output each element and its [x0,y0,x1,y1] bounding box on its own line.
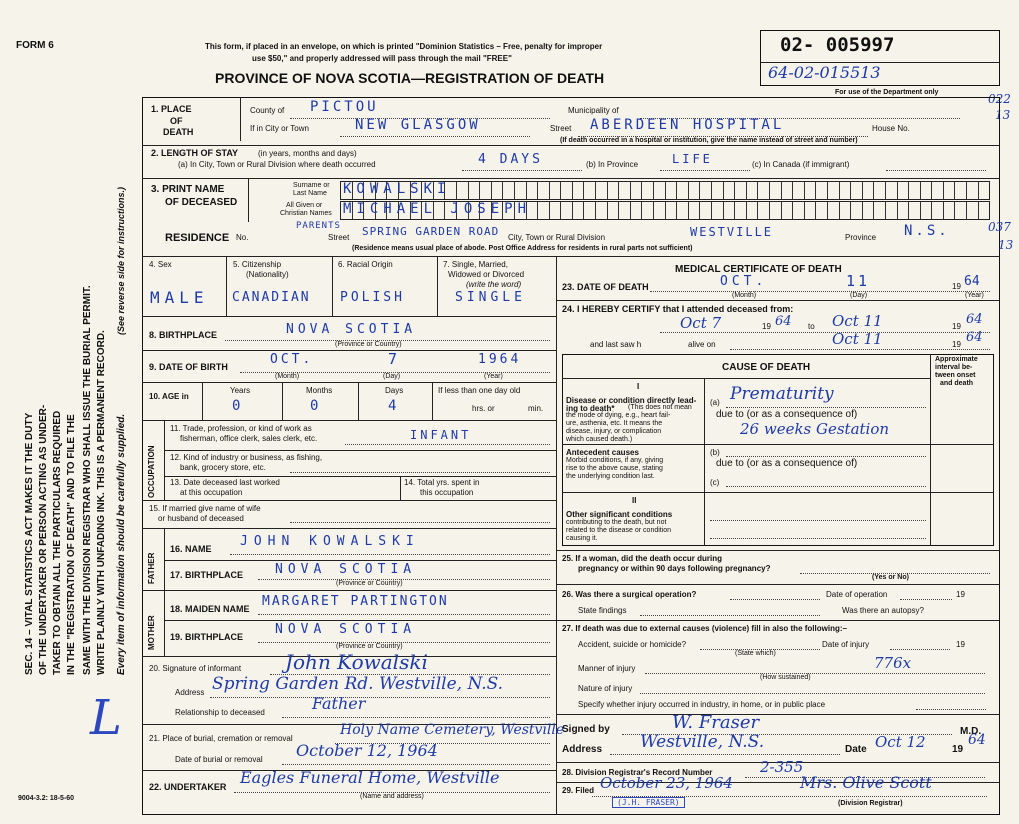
less-day-min: min. [528,404,544,413]
residence-margin-code-1: 037 [988,220,1011,234]
law-line-5: SAME WITH THE DIVISION REGISTRAR WHO SHALL ISSUE THE BURIAL PERMIT. [82,285,93,675]
occupation-13-label-1: 13. Date deceased last worked [170,478,280,487]
disease-label-6: disease, injury, or complication [566,428,662,435]
residence-province-value: N.S. [904,223,950,239]
father-vertical-label: FATHER [147,552,156,584]
father-name-value: JOHN KOWALSKI [240,534,420,549]
attended-to-year: 64 [966,312,983,327]
medical-certificate-title: MEDICAL CERTIFICATE OF DEATH [675,264,842,275]
years-label: Years [230,386,251,395]
father-birthplace-label: 17. BIRTHPLACE [170,570,244,580]
institution-note: (If death occurred in a hospital or institution, give the name instead of street and number) [560,137,858,144]
date-of-death-label: 23. DATE OF DEATH [562,282,649,292]
disease-label-2: ing to death* [566,404,615,413]
given-value: MICHAEL JOSEPH [343,201,532,217]
marital-label-1: 7. Single, Married, [443,260,508,269]
accident-label: Accident, suicide or homicide? [578,640,687,649]
attended-to-label: to [808,322,815,331]
other-conditions-label-4: causing it. [566,535,598,542]
informant-relationship: Father [312,694,366,713]
mother-birthplace-value: NOVA SCOTIA [275,622,417,637]
less-day-label: If less than one day old [438,386,521,395]
other-conditions-label-2: contributing to the death, but not [566,519,667,526]
residence-city-value: WESTVILLE [690,225,774,239]
registrar-record-label: 28. Division Registrar's Record Number [562,768,713,777]
operation-date-label: Date of operation [826,590,888,599]
margin-mark: L [90,690,122,746]
surname-label-1: Surname or [293,182,330,189]
manner-of-injury-value: 776x [874,654,912,672]
mother-maiden-value: MARGARET PARTINGTON [262,594,449,609]
cause-part-1: I [637,382,640,391]
see-reverse-note: (See reverse side for instructions.) [116,186,126,335]
municipality-label: Municipality of [568,106,619,115]
other-conditions-label-3: related to the disease or condition [566,527,672,534]
form-number: FORM 6 [16,40,54,51]
informant-address: Spring Garden Rd. Westville, N.S. [212,674,504,694]
law-line-2: OF THE UNDERTAKER OR PERSON ACTING AS UNDER- [38,404,49,675]
manner-of-injury-label: Manner of injury [578,664,636,673]
filed-label: 29. Filed [562,786,595,795]
division-registrar-sub: (Division Registrar) [838,800,903,807]
occupation-13-label-2: at this occupation [180,488,243,497]
external-causes-label: 27. If death was due to external causes (violence) fill in also the following:– [562,624,847,633]
cause-a-due-to: due to (or as a consequence of) [716,409,858,420]
registrar-record-value: 2-355 [760,758,804,776]
marital-label-3: (write the word) [466,280,522,289]
cause-a-label: (a) [710,398,720,407]
occupation-11-value: INFANT [410,428,472,442]
injury-year-prefix: 19 [956,640,965,649]
attended-from-year-prefix: 19 [762,322,771,331]
pregnancy-label-2: pregnancy or within 90 days following pregnancy? [578,564,771,573]
interval-label-2: interval be- [935,364,973,371]
occupation-12-label-1: 12. Kind of industry or business, as fishing, [170,453,323,462]
disease-label-5: ure, asthenia, etc. It means the [566,420,663,427]
stay-c-label: (c) In Canada (if immigrant) [752,160,850,169]
physician-signature: W. Fraser [672,712,760,733]
attended-to: Oct 11 [832,312,883,330]
informant-relationship-label: Relationship to deceased [175,708,265,717]
careful-note: Every item of information should be carefully supplied. [116,413,127,675]
other-conditions-label-1: Other significant conditions [566,510,673,519]
signed-by-label: Signed by [562,724,610,735]
form-title: PROVINCE OF NOVA SCOTIA—REGISTRATION OF DEATH [215,70,605,86]
surname-value: KOWALSKI [343,181,451,197]
residence-street-label: Street [328,233,350,242]
dob-day: 7 [388,350,401,368]
house-label: House No. [872,124,910,133]
undertaker-value: Eagles Funeral Home, Westville [240,768,500,787]
marital-value: SINGLE [455,290,526,305]
last-saw-year: 64 [966,330,983,345]
racial-label: 6. Racial Origin [338,260,393,269]
mother-maiden-label: 18. MAIDEN NAME [170,604,250,614]
stay-a-label: (a) In City, Town or Rural Division where death occurred [178,160,376,169]
margin-code-2: 13 [995,108,1011,122]
interval-label-4: and death [940,380,974,387]
law-line-4: IN THE "REGISTRATION OF DEATH" AND TO FILE THE [66,414,77,675]
birthplace-label: 8. BIRTHPLACE [149,330,218,340]
state-findings-label: State findings [578,606,627,615]
attended-from: Oct 7 [680,314,722,332]
racial-value: POLISH [340,290,405,305]
dob-day-sub: (Day) [383,373,401,380]
envelope-note-1: This form, if placed in an envelope, on which is printed "Dominion Statistics – Free, penalty for improper [205,42,603,51]
last-saw-date: Oct 11 [832,330,883,348]
cause-part-2: II [632,496,637,505]
name-label-1: 3. PRINT NAME [151,184,225,195]
autopsy-label: Was there an autopsy? [842,606,924,615]
how-sustained-sub: (How sustained) [760,674,811,681]
disease-label-7: which caused death.) [566,436,633,443]
disease-label-4: the mode of dying, e.g., heart fail- [566,412,671,419]
antecedent-label-4: the underlying condition last. [566,473,655,480]
occupation-11-label-2: fisherman, office clerk, sales clerk, etc. [180,434,318,443]
disease-label-3: (This does not mean [628,404,692,411]
dob-year-sub: (Year) [484,373,503,380]
undertaker-sub: (Name and address) [360,793,424,800]
interval-label-1: Approximate [935,356,978,363]
age-label: 10. AGE in [149,392,189,401]
street-value: ABERDEEN HOSPITAL [590,117,785,133]
residence-margin-code-2: 13 [998,238,1014,252]
burial-date-label: Date of burial or removal [175,755,263,764]
disease-label-1: Disease or condition directly lead- [566,396,697,405]
md-label: M.D. [960,726,982,737]
attended-to-year-prefix: 19 [952,322,961,331]
burial-place: Holy Name Cemetery, Westville [340,722,565,738]
given-label-1: All Given or [286,202,323,209]
spouse-label-2: or husband of deceased [158,514,244,523]
filed-date: October 23, 1964 [600,774,733,792]
place-label-of: OF [170,116,183,126]
informant-signature: John Kowalski [285,650,428,674]
cause-b-due-to: due to (or as a consequence of) [716,458,858,469]
attended-label: 24. I HEREBY CERTIFY that I attended deceased from: [562,304,794,314]
antecedent-label-3: rise to the above cause, stating [566,465,663,472]
death-day-sub: (Day) [850,292,868,299]
cause-a-due-value: 26 weeks Gestation [740,420,890,438]
age-months-value: 0 [310,398,322,414]
age-days-value: 4 [388,398,400,414]
stay-a-value: 4 DAYS [478,152,543,167]
envelope-note-2: use $50," and properly addressed will pass through the mail "FREE" [252,54,512,63]
stay-b-label: (b) In Province [586,160,639,169]
county-label: County of [250,106,285,115]
department-use-note: For use of the Department only [835,89,939,96]
surname-label-2: Last Name [293,190,327,197]
stay-sub: (in years, months and days) [258,149,357,158]
street-label: Street [550,124,572,133]
residence-label: RESIDENCE [165,232,230,244]
stay-label: 2. LENGTH OF STAY [151,148,239,158]
residence-city-label: City, Town or Rural Division [508,233,606,242]
city-value: NEW GLASGOW [355,117,481,133]
place-label: 1. PLACE [151,104,192,114]
registrar-signature: Mrs. Olive Scott [800,773,932,792]
residence-parents: PARENTS [296,221,341,231]
cause-c-label: (c) [710,478,720,487]
footer-code: 9004-3.2: 18-5-60 [18,795,75,802]
mother-vertical-label: MOTHER [147,615,156,650]
registration-handwritten: 64-02-015513 [768,63,881,82]
death-month-sub: (Month) [732,292,757,299]
residence-no-label: No. [236,233,249,242]
registration-number: 02- 005997 [780,34,895,56]
specify-place-label: Specify whether injury occurred in industry, in home, or in public place [578,700,826,709]
cause-b-label: (b) [710,448,720,457]
pregnancy-sub: (Yes or No) [872,574,909,581]
certificate-date: Oct 12 [875,733,926,751]
last-saw-label: and last saw h [590,340,642,349]
nature-of-injury-label: Nature of injury [578,684,633,693]
cause-of-death-title: CAUSE OF DEATH [722,362,811,373]
age-years-value: 0 [232,398,244,414]
occupation-11-label-1: 11. Trade, profession, or kind of work as [170,424,312,433]
pregnancy-label-1: 25. If a woman, did the death occur during [562,554,723,563]
certificate-year: 64 [968,732,986,748]
birthplace-sub: (Province or Country) [335,341,402,348]
antecedent-label-2: Morbid conditions, if any, giving [566,457,664,464]
burial-place-label: 21. Place of burial, cremation or removal [149,734,293,743]
occupation-12-label-2: bank, grocery store, etc. [180,463,266,472]
interval-label-3: tween onset [935,372,976,379]
last-saw-year-prefix: 19 [952,340,961,349]
date-of-death-year-prefix: 19 [952,282,961,291]
law-line-1: SEC. 14 – VITAL STATISTICS ACT MAKES IT THE DUTY [24,412,35,675]
residence-province-label: Province [845,233,877,242]
residence-note: (Residence means usual place of abode. Post Office Address for residents in rural parts not sufficient) [352,245,693,252]
state-which-sub: (State which) [735,650,776,657]
county-value: PICTOU [310,99,379,115]
father-birthplace-value: NOVA SCOTIA [275,562,417,577]
days-label: Days [385,386,404,395]
father-name-label: 16. NAME [170,544,212,554]
surgical-operation-label: 26. Was there a surgical operation? [562,590,697,599]
name-label-2: OF DECEASED [165,197,238,208]
sex-value: MALE [150,288,209,307]
antecedent-label-1: Antecedent causes [566,448,639,457]
spouse-label-1: 15. If married give name of wife [149,504,261,513]
informant-signature-label: 20. Signature of informant [149,664,242,673]
occupation-14-label-1: 14. Total yrs. spent in [404,478,480,487]
citizenship-value: CANADIAN [232,290,311,305]
operation-year-prefix: 19 [956,590,965,599]
attended-from-year: 64 [775,314,792,329]
father-birthplace-sub: (Province or Country) [336,580,403,587]
marital-label-2: Widowed or Divorced [448,270,525,279]
given-label-2: Christian Names [280,210,332,217]
place-label-death: DEATH [163,127,194,137]
burial-date: October 12, 1964 [296,741,438,760]
dob-month: OCT. [270,352,314,367]
last-saw-alive-label: alive on [688,340,716,349]
date-of-injury-label: Date of injury [822,640,870,649]
birthplace-value: NOVA SCOTIA [286,322,417,337]
less-day-hrs: hrs. or [472,404,495,413]
city-label: If in City or Town [250,124,309,133]
death-year-sub: (Year) [965,292,984,299]
sex-label: 4. Sex [149,260,172,269]
physician-address: Westville, N.S. [640,732,765,752]
dob-month-sub: (Month) [275,373,300,380]
occupation-14-label-2: this occupation [420,488,474,497]
cause-a-value: Prematurity [730,384,834,404]
law-line-6: WRITE PLAINLY WITH UNFADING INK. THIS IS A PERMANENT RECORD. [96,330,107,675]
citizenship-sub: (Nationality) [246,270,289,279]
registrar-stamp: (J.H. FRASER) [612,797,685,808]
date-of-death-year: 64 [964,274,980,289]
physician-address-label: Address [562,744,603,755]
mother-birthplace-sub: (Province or Country) [336,643,403,650]
mother-birthplace-label: 19. BIRTHPLACE [170,632,244,642]
certificate-year-prefix: 19 [952,744,964,755]
residence-street-value: SPRING GARDEN ROAD [362,225,500,238]
occupation-vertical-label: OCCUPATION [147,445,156,498]
stay-b-value: LIFE [672,152,713,166]
law-line-3: TAKER TO OBTAIN ALL THE PARTICULARS REQUIRED [52,410,63,675]
citizenship-label: 5. Citizenship [233,260,282,269]
dob-label: 9. DATE OF BIRTH [149,362,228,372]
dob-year: 1964 [478,352,522,367]
date-of-death-day: 11 [846,272,871,290]
months-label: Months [306,386,333,395]
certificate-date-label: Date [845,744,867,755]
date-of-death-month: OCT. [720,274,768,289]
margin-code-1: 022 [988,92,1011,106]
informant-address-label: Address [175,688,205,697]
undertaker-label: 22. UNDERTAKER [149,782,227,792]
